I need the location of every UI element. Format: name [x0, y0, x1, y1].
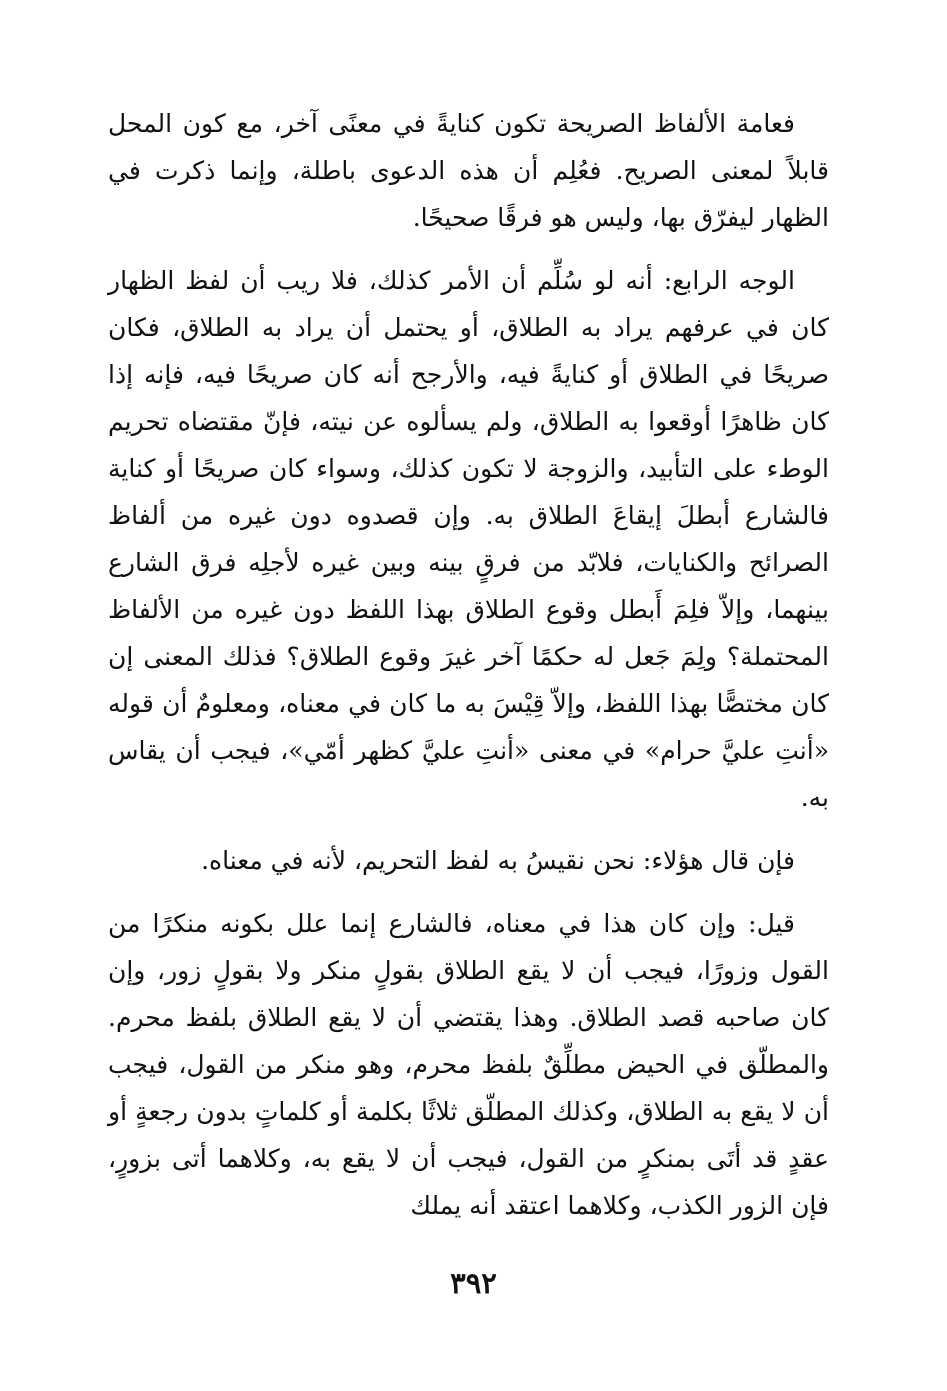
paragraph-4: قيل: وإن كان هذا في معناه، فالشارع إنما علل بكونه منكرًا من القول وزورًا، فيجب أن لا يقع الطلاق بقولٍ منكر ولا بقولٍ زور، وإن كان صاحبه قصد الطلاق. وهذا يقتضي أن لا يقع الطلاق بلفظ محرم. والمطلّق في الحيض مطلِّقٌ بلفظ محرم، وهو منكر من القول، فيجب أن لا يقع به الطلاق، وكذلك المطلّق ثلاثًا بكلمة أو كلماتٍ بدون رجعةٍ أو عقدٍ قد أتَى بمنكرٍ من القول، فيجب أن لا يقع به، وكلاهما أتى بزورٍ، فإن الزور الكذب، وكلاهما اعتقد أنه يملك [108, 909, 829, 1220]
paragraph-3: فإن قال هؤلاء: نحن نقيسُ به لفظ التحريم، لأنه في معناه. [201, 846, 795, 875]
body-text [108, 100, 829, 1229]
paragraph-1: فعامة الألفاظ الصريحة تكون كنايةً في معنًى آخر، مع كون المحل قابلاً لمعنى الصريح. فعُلِم أن هذه الدعوى باطلة، وإنما ذكرت في الظهار ليفرّق بها، وليس هو فرقًا صحيحًا. [108, 109, 829, 232]
paragraph-2: الوجه الرابع: أنه لو سُلِّم أن الأمر كذلك، فلا ريب أن لفظ الظهار كان في عرفهم يراد به الطلاق، أو يحتمل أن يراد به الطلاق، فكان صريحًا في الطلاق أو كنايةً فيه، والأرجح أنه كان صريحًا فيه، فإنه إذا كان ظاهرًا أوقعوا به الطلاق، ولم يسألوه عن نيته، فإنّ مقتضاه تحريم الوطء على التأبيد، والزوجة لا تكون كذلك، وسواء كان صريحًا أو كناية فالشارع أبطلَ إيقاعَ الطلاق به. وإن قصدوه دون غيره من ألفاظ الصرائح والكنايات، فلابّد من فرقٍ بينه وبين غيره لأجلِه فرق الشارع بينهما، وإلاّ فلِمَ أَبطل وقوع الطلاق بهذا اللفظ دون غيره من الألفاظ المحتملة؟ ولِمَ جَعل له حكمًا آخر غيرَ وقوع الطلاق؟ فذلك المعنى إن كان مختصًّا بهذا اللفظ، وإلاّ قِيْسَ به ما كان في معناه، ومعلومٌ أن قوله «أنتِ عليَّ حرام» في معنى «أنتِ عليَّ كظهر أمّي»، فيجب أن يقاس به. [108, 266, 829, 812]
page-number: ٣٩٢ [450, 1266, 497, 1300]
